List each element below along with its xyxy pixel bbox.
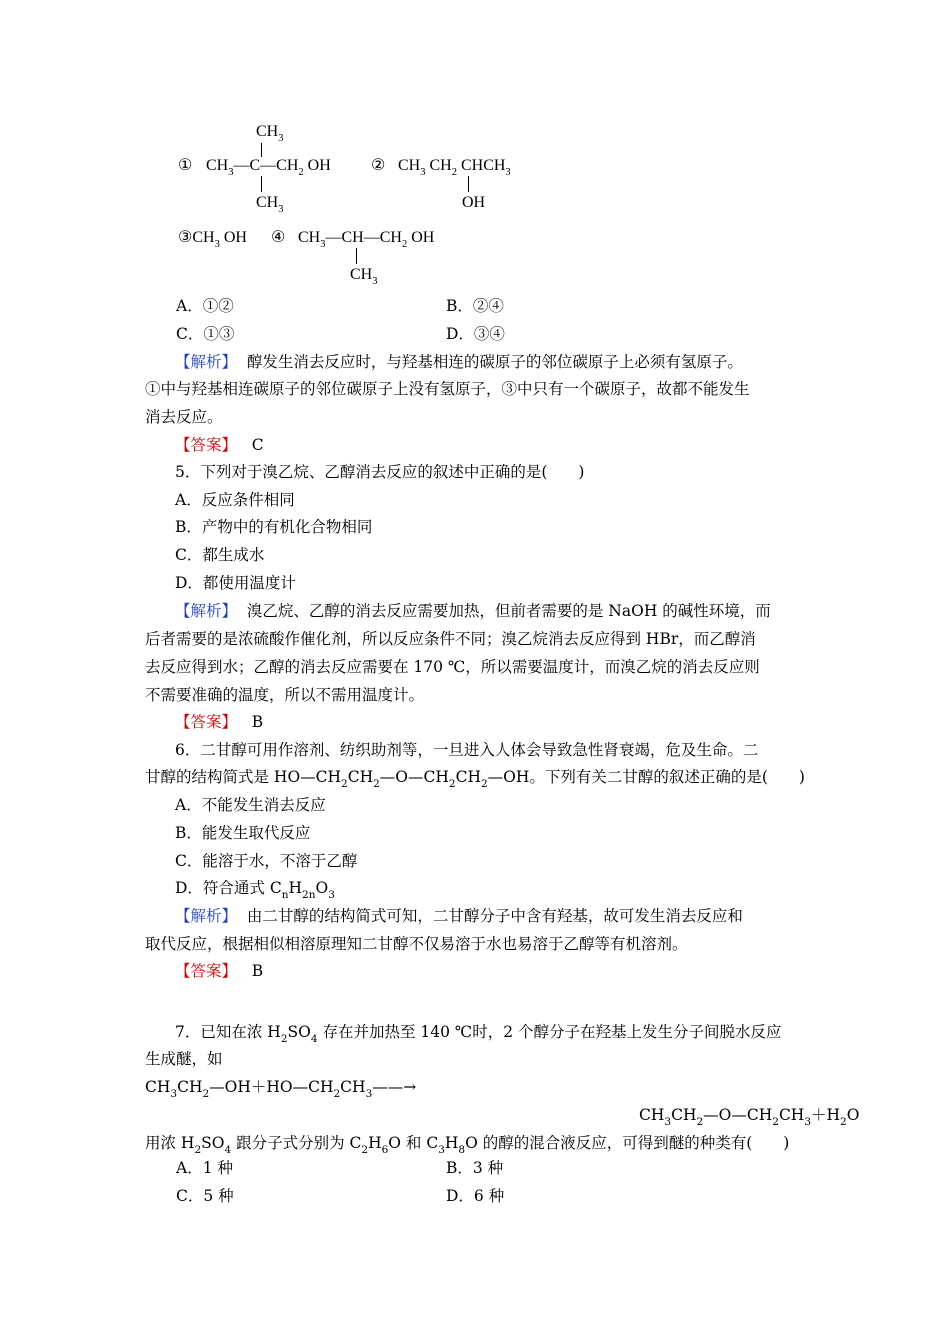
option-c: C．①③ <box>176 325 235 343</box>
answer-line <box>175 438 840 454</box>
analysis-line: 取代反应，根据相似相溶原理知二甘醇不仅易溶于水也易溶于乙醇等有机溶剂。 <box>145 935 688 953</box>
equation-left: $CH_3CH_2—OH+HO—CH_2CH_3——\to$ <box>145 1078 417 1100</box>
bond-line <box>261 176 262 192</box>
option-a: A．反应条件相同 <box>175 491 295 509</box>
option-c: C．都生成水 <box>175 546 265 564</box>
structure-1-bottom: $CH_3$ <box>256 194 284 215</box>
answer-tag: 【答案】 <box>175 962 238 980</box>
structure-2-number: ② <box>371 157 386 174</box>
structure-4-main: $CH_3—CH—CH_2$ OH <box>298 229 435 250</box>
structure-4-number: ④ <box>271 229 286 246</box>
option-d: D．6 种 <box>446 1187 505 1205</box>
equation-right: $CH_3CH_2—O—CH_2CH_3+H_2O$ <box>639 1106 860 1128</box>
analysis-line: 后者需要的是浓硫酸作催化剂，所以反应条件不同；溴乙烷消去反应得到 HBr，而乙醇消 <box>145 630 756 648</box>
analysis-line: 【解析】 由二甘醇的结构简式可知，二甘醇分子中含有羟基，故可发生消去反应和 <box>175 907 743 925</box>
analysis-line: 不需要准确的温度，所以不需用温度计。 <box>145 686 425 704</box>
option-c: C．5 种 <box>176 1187 234 1205</box>
answer-tag: 【答案】 <box>175 436 238 454</box>
option-a: A．不能发生消去反应 <box>175 796 326 814</box>
question-5-stem: 5．下列对于溴乙烷、乙醇消去反应的叙述中正确的是( ) <box>175 463 585 481</box>
option-c: C．能溶于水，不溶于乙醇 <box>175 852 358 870</box>
option-b: B．产物中的有机化合物相同 <box>175 518 373 536</box>
analysis-line: ①中与羟基相连碳原子的邻位碳原子上没有氢原子，③中只有一个碳原子，故都不能发生 <box>145 380 750 398</box>
structure-1-main: $CH_3—C—CH_2$ OH <box>206 157 331 178</box>
question-6-stem: 6．二甘醇可用作溶剂、纺织助剂等，一旦进入人体会导致急性肾衰竭，危及生命。二 <box>175 741 759 759</box>
structure-2-main: $CH_3$ $CH_2$ $CHCH_3$ <box>398 157 511 178</box>
analysis-line: 消去反应。 <box>145 408 223 426</box>
bond-line <box>468 176 469 192</box>
analysis-line: 【解析】 醇发生消去反应时，与羟基相连的碳原子的邻位碳原子上必须有氢原子。 <box>175 353 743 371</box>
answer-value: B <box>251 962 264 980</box>
question-7-question: 用浓 $H_2SO_4$ 跟分子式分别为 $C_2H_6O$ 和 $C_3H_8O$ 的醇的混合液反应，可得到醚的种类有( ) <box>145 1134 790 1156</box>
answer-line <box>175 715 840 731</box>
answer-value: C <box>251 436 264 454</box>
structure-3: $③CH_3$ OH <box>178 229 247 250</box>
option-b: B．3 种 <box>446 1159 504 1177</box>
option-d: D．符合通式 $C_nH_{2n}O_3$ <box>175 879 335 901</box>
option-d: D．③④ <box>446 325 505 343</box>
option-b: B．能发生取代反应 <box>175 824 311 842</box>
answer-tag: 【答案】 <box>175 713 238 731</box>
answer-value: B <box>251 713 264 731</box>
analysis-line: 去反应得到水；乙醇的消去反应需要在 170 ℃，所以需要温度计，而溴乙烷的消去反应则 <box>145 658 760 676</box>
analysis-line: 【解析】 溴乙烷、乙醇的消去反应需要加热，但前者需要的是 NaOH 的碱性环境，而 <box>175 602 771 620</box>
option-a: A．①② <box>176 297 234 315</box>
bond-line <box>356 248 357 264</box>
analysis-tag: 【解析】 <box>175 907 238 925</box>
structure-1-number: ① <box>178 157 193 174</box>
question-7-stem: 生成醚，如 <box>145 1050 223 1068</box>
structure-1-top: $CH_3$ <box>256 123 284 144</box>
structure-2-bottom: OH <box>462 194 486 211</box>
option-d: D．都使用温度计 <box>175 574 296 592</box>
analysis-tag: 【解析】 <box>175 602 238 620</box>
structure-4-bottom: $CH_3$ <box>350 266 378 287</box>
bond-line <box>261 143 262 157</box>
answer-line <box>175 964 840 980</box>
question-6-stem: 甘醇的结构简式是 $HO—CH_2CH_2—O—CH_2CH_2—OH$。下列有关二甘醇的叙述正确的是( ) <box>145 768 805 790</box>
option-a: A．1 种 <box>176 1159 233 1177</box>
analysis-tag: 【解析】 <box>175 353 238 371</box>
question-7-stem: 7．已知在浓 $H_2SO_4$ 存在并加热至 140 ℃时，2 个醇分子在羟基上发生分子间脱水反应 <box>175 1023 782 1045</box>
option-b: B．②④ <box>446 297 504 315</box>
